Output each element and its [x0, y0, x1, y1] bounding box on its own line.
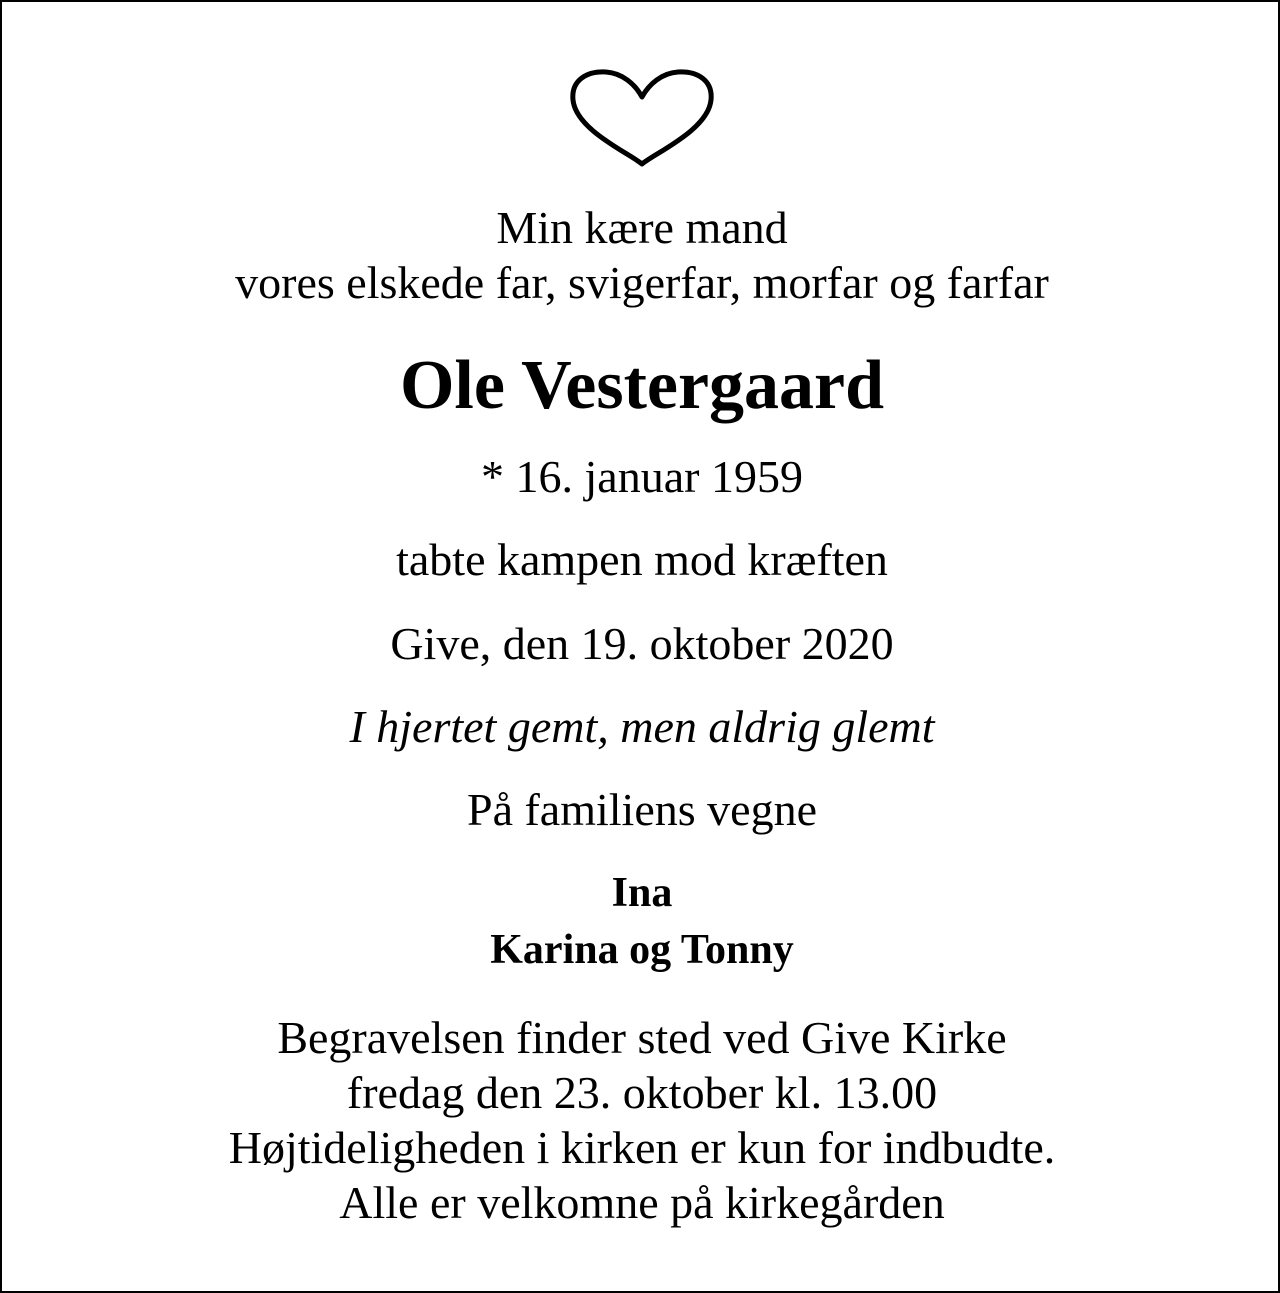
intro-line-1: Min kære mand — [496, 202, 788, 253]
heart-icon — [569, 68, 715, 170]
funeral-line-3: Højtideligheden i kirken er kun for indbudte. — [228, 1122, 1056, 1173]
funeral-line-4: Alle er velkomne på kirkegården — [339, 1177, 945, 1228]
funeral-line-1: Begravelsen finder sted ved Give Kirke — [277, 1012, 1007, 1063]
memorial-motto: I hjertet gemt, men aldrig glemt — [349, 701, 935, 752]
signer-name: Ina — [611, 870, 673, 916]
birth-date: * 16. januar 1959 — [481, 451, 803, 502]
heart-outline — [573, 72, 711, 164]
intro-text — [2, 200, 1280, 310]
deceased-name: Ole Vestergaard — [399, 347, 885, 424]
family-label: På familiens vegne — [466, 784, 817, 835]
death-place-date: Give, den 19. oktober 2020 — [390, 618, 894, 669]
funeral-line-2: fredag den 23. oktober kl. 13.00 — [346, 1067, 938, 1118]
signer-name: Karina og Tonny — [490, 927, 794, 973]
death-description: tabte kampen mod kræften — [396, 534, 888, 585]
funeral-details — [2, 1010, 1280, 1230]
intro-line-2: vores elskede far, svigerfar, morfar og farfar — [235, 257, 1049, 308]
